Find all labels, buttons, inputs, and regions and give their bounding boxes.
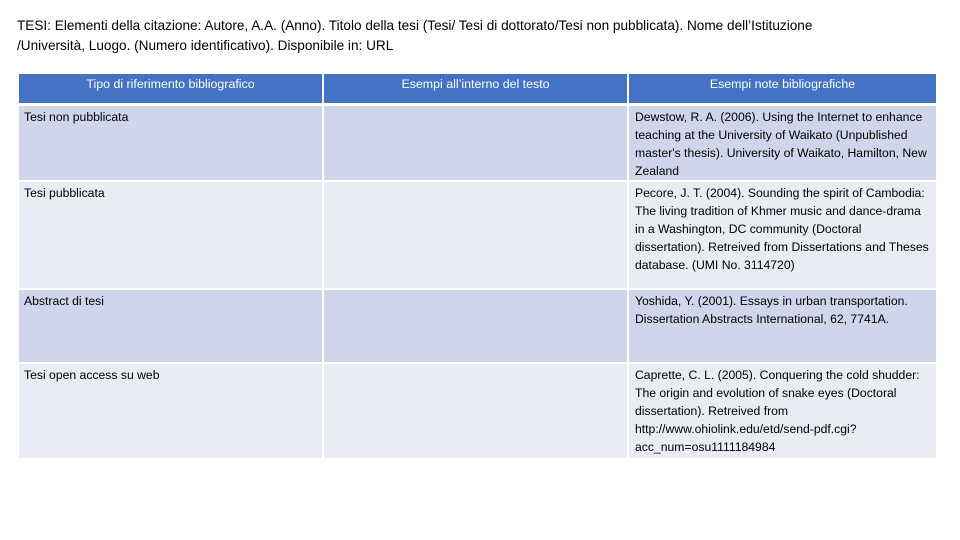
row-in-text [324, 182, 629, 290]
row-in-text [324, 106, 629, 182]
header-reference-type: Tipo di riferimento bibliografico [19, 74, 324, 106]
title-line-1: TESI: Elementi della citazione: Autore, A.A. (Anno). Titolo della tesi (Tesi/ Tesi di dottorato/Tesi non pubblicata). Nome dell’Istituzione [17, 18, 813, 33]
row-note: Yoshida, Y. (2001). Essays in urban transportation. Dissertation Abstracts International, 62, 7741A. [629, 290, 936, 364]
row-type: Tesi non pubblicata [19, 106, 324, 182]
table-row [19, 182, 936, 290]
table-header [19, 74, 936, 106]
row-type: Tesi pubblicata [19, 182, 324, 290]
page-title [17, 16, 947, 56]
table-row [19, 364, 936, 460]
citation-table [19, 74, 936, 460]
row-note: Dewstow, R. A. (2006). Using the Internet to enhance teaching at the University of Waikato (Unpublished master's thesis). University of Waikato, Hamilton, New Zealand [629, 106, 936, 182]
row-type: Tesi open access su web [19, 364, 324, 460]
row-in-text [324, 364, 629, 460]
header-in-text-examples: Esempi all’interno del testo [324, 74, 629, 106]
row-in-text [324, 290, 629, 364]
table-row [19, 290, 936, 364]
row-note: Caprette, C. L. (2005). Conquering the cold shudder: The origin and evolution of snake eyes (Doctoral dissertation). Retreived from http://www.ohiolink.edu/etd/send-pdf.cgi?acc_num=osu1111184984 [629, 364, 936, 460]
table-row [19, 106, 936, 182]
row-type: Abstract di tesi [19, 290, 324, 364]
header-note-examples: Esempi note bibliografiche [629, 74, 936, 106]
header-row [19, 74, 936, 106]
row-note: Pecore, J. T. (2004). Sounding the spirit of Cambodia: The living tradition of Khmer music and dance-drama in a Washington, DC community (Doctoral dissertation). Retreived from Dissertations and Theses database. (UMI No. 3114720) [629, 182, 936, 290]
title-line-2: /Università, Luogo. (Numero identificativo). Disponibile in: URL [17, 38, 394, 53]
